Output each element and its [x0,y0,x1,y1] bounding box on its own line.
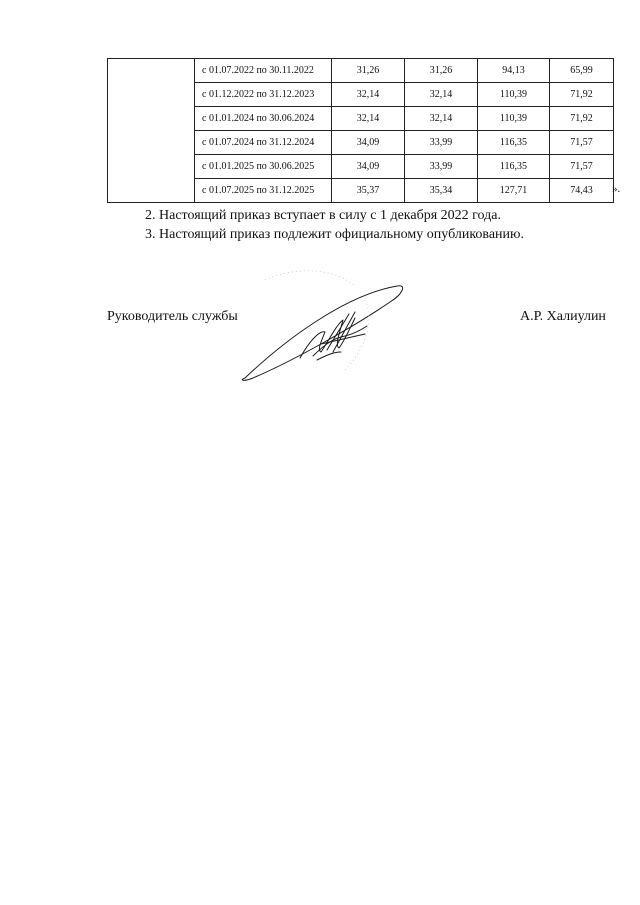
period-cell: с 01.07.2025 по 31.12.2025 [195,179,332,203]
value-cell: 31,26 [332,59,405,83]
value-cell: 74,43 [550,179,614,203]
value-cell: 116,35 [478,131,550,155]
value-cell: 33,99 [405,155,478,179]
value-cell: 32,14 [405,107,478,131]
period-cell: с 01.07.2024 по 31.12.2024 [195,131,332,155]
value-cell: 35,34 [405,179,478,203]
signatory-name: А.Р. Халиулин [520,309,606,324]
paragraph-publication: 3. Настоящий приказ подлежит официальному опубликованию. [145,227,524,242]
value-cell: 32,14 [332,83,405,107]
value-cell: 34,09 [332,131,405,155]
value-cell: 34,09 [332,155,405,179]
value-cell: 71,57 [550,155,614,179]
value-cell: 32,14 [405,83,478,107]
value-cell: 94,13 [478,59,550,83]
signatory-title: Руководитель службы [107,309,238,324]
period-cell: с 01.07.2022 по 30.11.2022 [195,59,332,83]
value-cell: 71,92 [550,107,614,131]
tariff-table [107,58,614,203]
value-cell: 32,14 [332,107,405,131]
table-row [108,59,614,83]
value-cell: 35,37 [332,179,405,203]
value-cell: 71,92 [550,83,614,107]
value-cell: 110,39 [478,83,550,107]
value-cell: 116,35 [478,155,550,179]
closing-quote-mark: ». [612,183,621,195]
value-cell: 127,71 [478,179,550,203]
merged-empty-cell [108,59,195,203]
period-cell: с 01.01.2025 по 30.06.2025 [195,155,332,179]
value-cell: 71,57 [550,131,614,155]
value-cell: 110,39 [478,107,550,131]
value-cell: 65,99 [550,59,614,83]
handwritten-signature-icon [225,260,415,390]
period-cell: с 01.01.2024 по 30.06.2024 [195,107,332,131]
value-cell: 33,99 [405,131,478,155]
period-cell: с 01.12.2022 по 31.12.2023 [195,83,332,107]
paragraph-effective-date: 2. Настоящий приказ вступает в силу с 1 декабря 2022 года. [145,208,501,223]
value-cell: 31,26 [405,59,478,83]
